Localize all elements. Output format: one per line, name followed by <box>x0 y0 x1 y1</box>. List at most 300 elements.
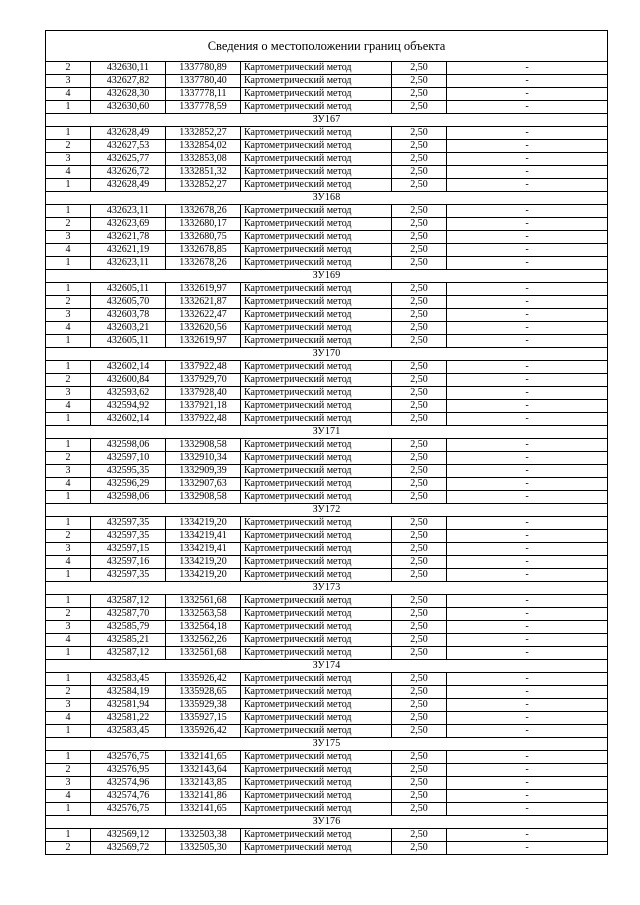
y-coordinate-cell: 1332141,65 <box>166 751 241 764</box>
x-coordinate-cell: 432597,15 <box>91 543 166 556</box>
method-cell: Картометрический метод <box>241 413 392 426</box>
table-row <box>46 439 608 452</box>
table-row <box>46 712 608 725</box>
y-coordinate-cell: 1334219,20 <box>166 517 241 530</box>
table-title: Сведения о местоположении границ объекта <box>46 31 608 62</box>
accuracy-cell: 2,50 <box>392 231 447 244</box>
x-coordinate-cell: 432583,45 <box>91 673 166 686</box>
accuracy-cell: 2,50 <box>392 764 447 777</box>
section-heading: ЗУ174 <box>46 660 608 673</box>
description-cell: - <box>447 790 608 803</box>
description-cell: - <box>447 764 608 777</box>
y-coordinate-cell: 1335927,15 <box>166 712 241 725</box>
section-row <box>46 426 608 439</box>
y-coordinate-cell: 1332851,32 <box>166 166 241 179</box>
x-coordinate-cell: 432628,30 <box>91 88 166 101</box>
description-cell: - <box>447 153 608 166</box>
point-number-cell: 3 <box>46 387 91 400</box>
x-coordinate-cell: 432600,84 <box>91 374 166 387</box>
description-cell: - <box>447 543 608 556</box>
accuracy-cell: 2,50 <box>392 712 447 725</box>
point-number-cell: 1 <box>46 439 91 452</box>
y-coordinate-cell: 1332503,38 <box>166 829 241 842</box>
table-row <box>46 608 608 621</box>
method-cell: Картометрический метод <box>241 452 392 465</box>
y-coordinate-cell: 1332143,64 <box>166 764 241 777</box>
y-coordinate-cell: 1332910,34 <box>166 452 241 465</box>
y-coordinate-cell: 1332621,87 <box>166 296 241 309</box>
method-cell: Картометрический метод <box>241 543 392 556</box>
accuracy-cell: 2,50 <box>392 387 447 400</box>
accuracy-cell: 2,50 <box>392 647 447 660</box>
x-coordinate-cell: 432623,11 <box>91 257 166 270</box>
accuracy-cell: 2,50 <box>392 361 447 374</box>
method-cell: Картометрический метод <box>241 673 392 686</box>
x-coordinate-cell: 432574,76 <box>91 790 166 803</box>
table-row <box>46 647 608 660</box>
method-cell: Картометрический метод <box>241 101 392 114</box>
description-cell: - <box>447 634 608 647</box>
point-number-cell: 4 <box>46 712 91 725</box>
section-heading: ЗУ175 <box>46 738 608 751</box>
section-row <box>46 816 608 829</box>
point-number-cell: 2 <box>46 452 91 465</box>
y-coordinate-cell: 1332907,63 <box>166 478 241 491</box>
accuracy-cell: 2,50 <box>392 218 447 231</box>
point-number-cell: 1 <box>46 361 91 374</box>
table-row <box>46 686 608 699</box>
description-cell: - <box>447 452 608 465</box>
table-row <box>46 374 608 387</box>
method-cell: Картометрический метод <box>241 751 392 764</box>
table-row <box>46 283 608 296</box>
accuracy-cell: 2,50 <box>392 374 447 387</box>
section-heading: ЗУ173 <box>46 582 608 595</box>
section-row <box>46 504 608 517</box>
point-number-cell: 1 <box>46 803 91 816</box>
method-cell: Картометрический метод <box>241 803 392 816</box>
method-cell: Картометрический метод <box>241 634 392 647</box>
table-row <box>46 777 608 790</box>
section-row <box>46 270 608 283</box>
accuracy-cell: 2,50 <box>392 101 447 114</box>
table-row <box>46 569 608 582</box>
accuracy-cell: 2,50 <box>392 777 447 790</box>
description-cell: - <box>447 439 608 452</box>
accuracy-cell: 2,50 <box>392 465 447 478</box>
method-cell: Картометрический метод <box>241 127 392 140</box>
table-row <box>46 179 608 192</box>
description-cell: - <box>447 218 608 231</box>
y-coordinate-cell: 1337921,18 <box>166 400 241 413</box>
section-row <box>46 582 608 595</box>
y-coordinate-cell: 1332143,85 <box>166 777 241 790</box>
table-row <box>46 465 608 478</box>
section-row <box>46 114 608 127</box>
x-coordinate-cell: 432596,29 <box>91 478 166 491</box>
table-row <box>46 764 608 777</box>
y-coordinate-cell: 1337928,40 <box>166 387 241 400</box>
description-cell: - <box>447 296 608 309</box>
point-number-cell: 2 <box>46 686 91 699</box>
accuracy-cell: 2,50 <box>392 608 447 621</box>
point-number-cell: 1 <box>46 595 91 608</box>
point-number-cell: 4 <box>46 244 91 257</box>
accuracy-cell: 2,50 <box>392 530 447 543</box>
section-heading: ЗУ171 <box>46 426 608 439</box>
point-number-cell: 1 <box>46 829 91 842</box>
y-coordinate-cell: 1332563,58 <box>166 608 241 621</box>
point-number-cell: 1 <box>46 673 91 686</box>
section-heading: ЗУ169 <box>46 270 608 283</box>
x-coordinate-cell: 432595,35 <box>91 465 166 478</box>
table-row <box>46 75 608 88</box>
table-row <box>46 478 608 491</box>
point-number-cell: 2 <box>46 140 91 153</box>
method-cell: Картометрический метод <box>241 712 392 725</box>
point-number-cell: 1 <box>46 205 91 218</box>
accuracy-cell: 2,50 <box>392 413 447 426</box>
x-coordinate-cell: 432587,12 <box>91 595 166 608</box>
x-coordinate-cell: 432597,35 <box>91 517 166 530</box>
x-coordinate-cell: 432597,10 <box>91 452 166 465</box>
accuracy-cell: 2,50 <box>392 296 447 309</box>
accuracy-cell: 2,50 <box>392 569 447 582</box>
table-row <box>46 517 608 530</box>
method-cell: Картометрический метод <box>241 296 392 309</box>
method-cell: Картометрический метод <box>241 556 392 569</box>
x-coordinate-cell: 432583,45 <box>91 725 166 738</box>
x-coordinate-cell: 432628,49 <box>91 179 166 192</box>
table-row <box>46 257 608 270</box>
point-number-cell: 3 <box>46 231 91 244</box>
description-cell: - <box>447 166 608 179</box>
description-cell: - <box>447 829 608 842</box>
description-cell: - <box>447 179 608 192</box>
table-row <box>46 244 608 257</box>
accuracy-cell: 2,50 <box>392 88 447 101</box>
method-cell: Картометрический метод <box>241 283 392 296</box>
accuracy-cell: 2,50 <box>392 751 447 764</box>
x-coordinate-cell: 432628,49 <box>91 127 166 140</box>
y-coordinate-cell: 1335928,65 <box>166 686 241 699</box>
description-cell: - <box>447 88 608 101</box>
accuracy-cell: 2,50 <box>392 257 447 270</box>
y-coordinate-cell: 1337778,11 <box>166 88 241 101</box>
x-coordinate-cell: 432587,12 <box>91 647 166 660</box>
point-number-cell: 3 <box>46 621 91 634</box>
table-row <box>46 595 608 608</box>
y-coordinate-cell: 1332908,58 <box>166 439 241 452</box>
table-row <box>46 751 608 764</box>
point-number-cell: 3 <box>46 543 91 556</box>
x-coordinate-cell: 432569,12 <box>91 829 166 842</box>
accuracy-cell: 2,50 <box>392 556 447 569</box>
point-number-cell: 2 <box>46 530 91 543</box>
accuracy-cell: 2,50 <box>392 244 447 257</box>
table-row <box>46 634 608 647</box>
y-coordinate-cell: 1337922,48 <box>166 413 241 426</box>
x-coordinate-cell: 432603,21 <box>91 322 166 335</box>
description-cell: - <box>447 751 608 764</box>
accuracy-cell: 2,50 <box>392 309 447 322</box>
method-cell: Картометрический метод <box>241 790 392 803</box>
method-cell: Картометрический метод <box>241 530 392 543</box>
table-row <box>46 361 608 374</box>
method-cell: Картометрический метод <box>241 764 392 777</box>
description-cell: - <box>447 712 608 725</box>
description-cell: - <box>447 569 608 582</box>
method-cell: Картометрический метод <box>241 491 392 504</box>
x-coordinate-cell: 432623,69 <box>91 218 166 231</box>
table-row <box>46 322 608 335</box>
method-cell: Картометрический метод <box>241 842 392 855</box>
accuracy-cell: 2,50 <box>392 439 447 452</box>
description-cell: - <box>447 231 608 244</box>
method-cell: Картометрический метод <box>241 361 392 374</box>
accuracy-cell: 2,50 <box>392 400 447 413</box>
y-coordinate-cell: 1334219,41 <box>166 543 241 556</box>
y-coordinate-cell: 1337778,59 <box>166 101 241 114</box>
point-number-cell: 3 <box>46 75 91 88</box>
x-coordinate-cell: 432585,79 <box>91 621 166 634</box>
table-row <box>46 530 608 543</box>
y-coordinate-cell: 1337780,40 <box>166 75 241 88</box>
y-coordinate-cell: 1332678,26 <box>166 205 241 218</box>
section-heading: ЗУ176 <box>46 816 608 829</box>
section-heading: ЗУ172 <box>46 504 608 517</box>
document-sheet <box>45 30 607 855</box>
point-number-cell: 3 <box>46 699 91 712</box>
x-coordinate-cell: 432625,77 <box>91 153 166 166</box>
method-cell: Картометрический метод <box>241 335 392 348</box>
x-coordinate-cell: 432576,95 <box>91 764 166 777</box>
x-coordinate-cell: 432605,11 <box>91 335 166 348</box>
point-number-cell: 2 <box>46 764 91 777</box>
point-number-cell: 2 <box>46 842 91 855</box>
description-cell: - <box>447 725 608 738</box>
description-cell: - <box>447 517 608 530</box>
point-number-cell: 4 <box>46 790 91 803</box>
method-cell: Картометрический метод <box>241 647 392 660</box>
description-cell: - <box>447 647 608 660</box>
x-coordinate-cell: 432581,94 <box>91 699 166 712</box>
table-row <box>46 296 608 309</box>
method-cell: Картометрический метод <box>241 257 392 270</box>
method-cell: Картометрический метод <box>241 309 392 322</box>
method-cell: Картометрический метод <box>241 725 392 738</box>
description-cell: - <box>447 413 608 426</box>
accuracy-cell: 2,50 <box>392 75 447 88</box>
table-row <box>46 309 608 322</box>
accuracy-cell: 2,50 <box>392 842 447 855</box>
description-cell: - <box>447 686 608 699</box>
method-cell: Картометрический метод <box>241 75 392 88</box>
table-row <box>46 205 608 218</box>
accuracy-cell: 2,50 <box>392 686 447 699</box>
method-cell: Картометрический метод <box>241 166 392 179</box>
method-cell: Картометрический метод <box>241 829 392 842</box>
table-row <box>46 621 608 634</box>
y-coordinate-cell: 1332680,17 <box>166 218 241 231</box>
point-number-cell: 1 <box>46 725 91 738</box>
point-number-cell: 1 <box>46 179 91 192</box>
method-cell: Картометрический метод <box>241 439 392 452</box>
point-number-cell: 4 <box>46 634 91 647</box>
table-row <box>46 725 608 738</box>
y-coordinate-cell: 1335926,42 <box>166 673 241 686</box>
x-coordinate-cell: 432576,75 <box>91 803 166 816</box>
y-coordinate-cell: 1332678,85 <box>166 244 241 257</box>
point-number-cell: 2 <box>46 62 91 75</box>
table-row <box>46 62 608 75</box>
table-row <box>46 127 608 140</box>
x-coordinate-cell: 432603,78 <box>91 309 166 322</box>
method-cell: Картометрический метод <box>241 205 392 218</box>
table-row <box>46 699 608 712</box>
method-cell: Картометрический метод <box>241 621 392 634</box>
section-row <box>46 192 608 205</box>
table-row <box>46 790 608 803</box>
description-cell: - <box>447 62 608 75</box>
x-coordinate-cell: 432605,11 <box>91 283 166 296</box>
accuracy-cell: 2,50 <box>392 491 447 504</box>
point-number-cell: 2 <box>46 374 91 387</box>
description-cell: - <box>447 491 608 504</box>
x-coordinate-cell: 432605,70 <box>91 296 166 309</box>
method-cell: Картометрический метод <box>241 153 392 166</box>
point-number-cell: 3 <box>46 153 91 166</box>
accuracy-cell: 2,50 <box>392 140 447 153</box>
description-cell: - <box>447 335 608 348</box>
accuracy-cell: 2,50 <box>392 62 447 75</box>
y-coordinate-cell: 1332561,68 <box>166 647 241 660</box>
method-cell: Картометрический метод <box>241 595 392 608</box>
method-cell: Картометрический метод <box>241 465 392 478</box>
method-cell: Картометрический метод <box>241 686 392 699</box>
table-row <box>46 88 608 101</box>
y-coordinate-cell: 1332852,27 <box>166 179 241 192</box>
y-coordinate-cell: 1332680,75 <box>166 231 241 244</box>
table-row <box>46 829 608 842</box>
method-cell: Картометрический метод <box>241 140 392 153</box>
table-row <box>46 101 608 114</box>
table-row <box>46 803 608 816</box>
method-cell: Картометрический метод <box>241 322 392 335</box>
method-cell: Картометрический метод <box>241 400 392 413</box>
boundary-table <box>45 30 608 855</box>
method-cell: Картометрический метод <box>241 62 392 75</box>
accuracy-cell: 2,50 <box>392 543 447 556</box>
description-cell: - <box>447 322 608 335</box>
table-row <box>46 491 608 504</box>
method-cell: Картометрический метод <box>241 699 392 712</box>
point-number-cell: 4 <box>46 166 91 179</box>
point-number-cell: 1 <box>46 569 91 582</box>
accuracy-cell: 2,50 <box>392 673 447 686</box>
table-row <box>46 556 608 569</box>
y-coordinate-cell: 1337922,48 <box>166 361 241 374</box>
accuracy-cell: 2,50 <box>392 452 447 465</box>
x-coordinate-cell: 432597,35 <box>91 569 166 582</box>
description-cell: - <box>447 205 608 218</box>
method-cell: Картометрический метод <box>241 478 392 491</box>
table-row <box>46 387 608 400</box>
table-row <box>46 218 608 231</box>
point-number-cell: 2 <box>46 608 91 621</box>
accuracy-cell: 2,50 <box>392 283 447 296</box>
y-coordinate-cell: 1332620,56 <box>166 322 241 335</box>
method-cell: Картометрический метод <box>241 517 392 530</box>
description-cell: - <box>447 608 608 621</box>
y-coordinate-cell: 1334219,20 <box>166 556 241 569</box>
description-cell: - <box>447 803 608 816</box>
accuracy-cell: 2,50 <box>392 517 447 530</box>
y-coordinate-cell: 1334219,20 <box>166 569 241 582</box>
description-cell: - <box>447 621 608 634</box>
description-cell: - <box>447 478 608 491</box>
section-row <box>46 660 608 673</box>
point-number-cell: 3 <box>46 777 91 790</box>
point-number-cell: 2 <box>46 296 91 309</box>
accuracy-cell: 2,50 <box>392 166 447 179</box>
x-coordinate-cell: 432574,96 <box>91 777 166 790</box>
accuracy-cell: 2,50 <box>392 322 447 335</box>
x-coordinate-cell: 432576,75 <box>91 751 166 764</box>
description-cell: - <box>447 140 608 153</box>
x-coordinate-cell: 432594,92 <box>91 400 166 413</box>
x-coordinate-cell: 432597,35 <box>91 530 166 543</box>
y-coordinate-cell: 1332505,30 <box>166 842 241 855</box>
table-row <box>46 400 608 413</box>
method-cell: Картометрический метод <box>241 777 392 790</box>
y-coordinate-cell: 1332622,47 <box>166 309 241 322</box>
description-cell: - <box>447 673 608 686</box>
y-coordinate-cell: 1335929,38 <box>166 699 241 712</box>
point-number-cell: 4 <box>46 478 91 491</box>
method-cell: Картометрический метод <box>241 231 392 244</box>
description-cell: - <box>447 374 608 387</box>
description-cell: - <box>447 361 608 374</box>
point-number-cell: 1 <box>46 127 91 140</box>
method-cell: Картометрический метод <box>241 569 392 582</box>
x-coordinate-cell: 432623,11 <box>91 205 166 218</box>
point-number-cell: 1 <box>46 517 91 530</box>
description-cell: - <box>447 556 608 569</box>
description-cell: - <box>447 387 608 400</box>
x-coordinate-cell: 432584,19 <box>91 686 166 699</box>
table-row <box>46 335 608 348</box>
x-coordinate-cell: 432593,62 <box>91 387 166 400</box>
accuracy-cell: 2,50 <box>392 829 447 842</box>
x-coordinate-cell: 432626,72 <box>91 166 166 179</box>
y-coordinate-cell: 1332619,97 <box>166 335 241 348</box>
y-coordinate-cell: 1332141,86 <box>166 790 241 803</box>
y-coordinate-cell: 1332853,08 <box>166 153 241 166</box>
y-coordinate-cell: 1332564,18 <box>166 621 241 634</box>
table-row <box>46 842 608 855</box>
y-coordinate-cell: 1332678,26 <box>166 257 241 270</box>
x-coordinate-cell: 432627,82 <box>91 75 166 88</box>
point-number-cell: 1 <box>46 413 91 426</box>
description-cell: - <box>447 699 608 712</box>
method-cell: Картометрический метод <box>241 218 392 231</box>
table-title-row <box>46 31 608 62</box>
accuracy-cell: 2,50 <box>392 621 447 634</box>
x-coordinate-cell: 432569,72 <box>91 842 166 855</box>
accuracy-cell: 2,50 <box>392 153 447 166</box>
accuracy-cell: 2,50 <box>392 205 447 218</box>
